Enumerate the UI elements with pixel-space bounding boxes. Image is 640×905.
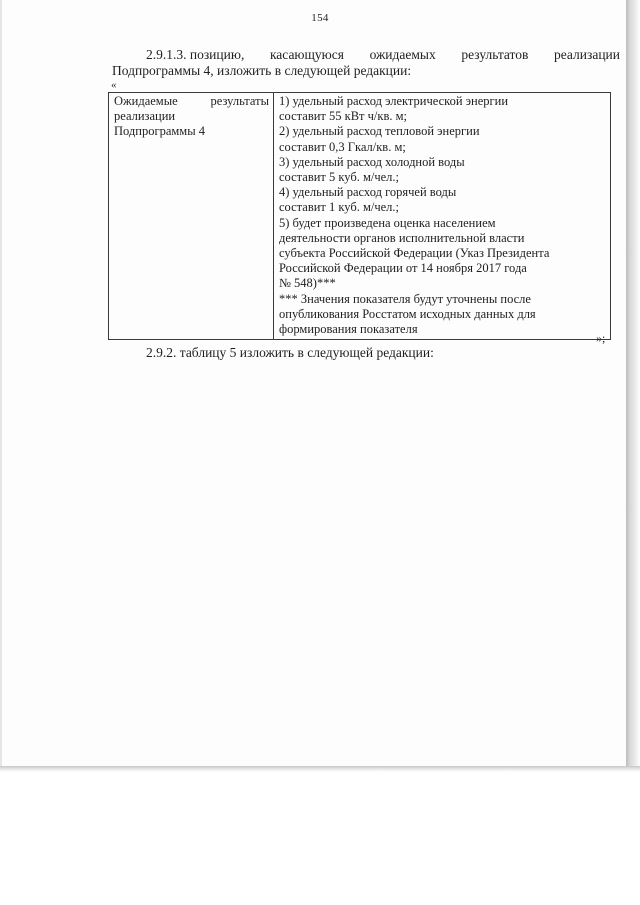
intro-word: реализации bbox=[554, 47, 620, 62]
label-line-3: Подпрограммы 4 bbox=[114, 124, 205, 139]
content-line: 1) удельный расход электрической энергии bbox=[279, 94, 509, 108]
content-line: № 548)*** bbox=[279, 276, 336, 291]
second-paragraph: 2.9.2. таблицу 5 изложить в следующей редакции: bbox=[146, 345, 434, 360]
label-word: результаты bbox=[210, 94, 269, 108]
intro-word: касающуюся bbox=[269, 47, 344, 62]
row-content-cell bbox=[274, 93, 611, 340]
content-line: опубликования Росстатом исходных данных для bbox=[279, 306, 536, 321]
content-line: составит 1 куб. м/чел.; bbox=[279, 200, 400, 215]
label-word: Ожидаемые bbox=[114, 94, 178, 108]
page-bottom-shadow bbox=[0, 766, 640, 772]
content-line: составит 55 кВт ч/кв. м; bbox=[279, 109, 407, 124]
closing-quote-mark: »; bbox=[596, 331, 606, 345]
intro-word: результатов bbox=[461, 47, 529, 62]
content-line: 2) удельный расход тепловой энергии bbox=[279, 124, 480, 139]
label-line-2: реализации bbox=[114, 109, 176, 124]
intro-paragraph bbox=[112, 47, 620, 79]
intro-word: ожидаемых bbox=[369, 47, 436, 62]
content-line: Российской Федерации от 14 ноября 2017 года bbox=[279, 261, 527, 276]
table-row bbox=[109, 93, 611, 340]
page-left-edge bbox=[0, 0, 2, 768]
row-label-cell bbox=[109, 93, 274, 340]
opening-quote-mark: « bbox=[111, 79, 117, 91]
content-line: 3) удельный расход холодной воды bbox=[279, 154, 465, 169]
intro-line-1 bbox=[112, 47, 620, 63]
content-line: 4) удельный расход горячей воды bbox=[279, 185, 457, 200]
page-number: 154 bbox=[311, 12, 329, 24]
content-line: составит 0,3 Гкал/кв. м; bbox=[279, 139, 406, 154]
content-line: 5) будет произведена оценка населением bbox=[279, 215, 496, 230]
intro-line-2: Подпрограммы 4, изложить в следующей редакции: bbox=[112, 63, 412, 78]
content-line: формирования показателя bbox=[279, 322, 418, 337]
content-line: деятельности органов исполнительной власти bbox=[279, 230, 525, 245]
label-line-1 bbox=[114, 94, 269, 109]
intro-word: 2.9.1.3. позицию, bbox=[146, 47, 245, 62]
content-line: субъекта Российской Федерации (Указ Президента bbox=[279, 246, 550, 261]
content-line: составит 5 куб. м/чел.; bbox=[279, 170, 400, 185]
page-right-shadow bbox=[626, 0, 640, 768]
content-line: *** Значения показателя будут уточнены после bbox=[279, 291, 531, 306]
expected-results-table bbox=[108, 92, 611, 340]
